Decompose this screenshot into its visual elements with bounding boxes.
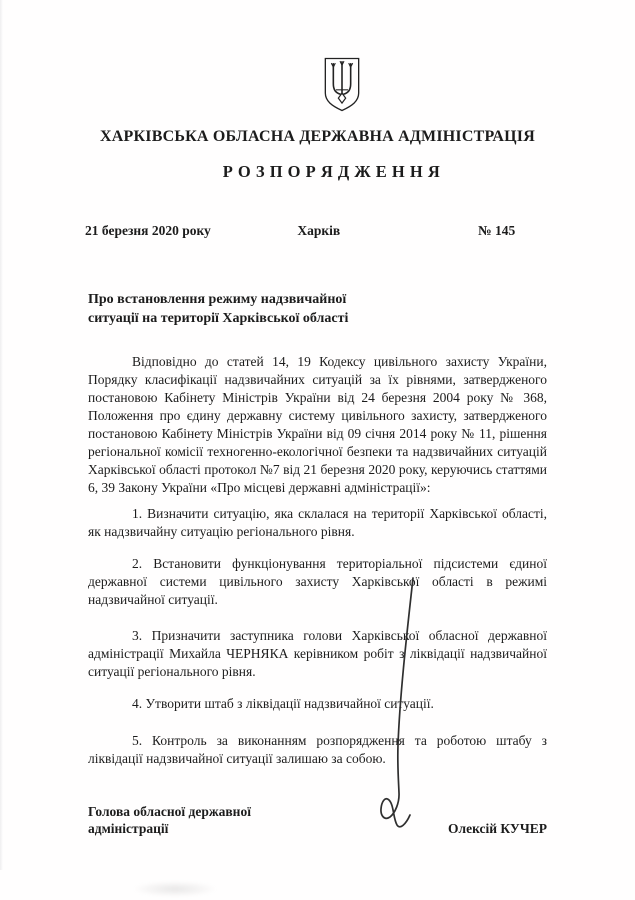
signatory-position-line-2: адміністрації xyxy=(88,821,169,836)
document-subject xyxy=(88,291,348,328)
scan-smudge-artifact xyxy=(133,881,217,897)
document-body xyxy=(88,353,547,768)
body-paragraph-2: 2. Встановити функціонування територіальної підсистеми єдиної державної системи цивільного захисту Харківської області в режимі надзвичайної ситуації. xyxy=(88,556,547,607)
date-row xyxy=(0,223,635,243)
signatory-position xyxy=(88,803,251,837)
document-date: 21 березня 2020 року xyxy=(85,223,211,238)
signatory-position-line-1: Голова обласної державної xyxy=(88,804,251,819)
subject-line-2: ситуації на території Харківської області xyxy=(88,310,349,326)
body-paragraph-5: 5. Контроль за виконанням розпорядження та роботою штабу з ліквідації надзвичайної ситуації залишаю за собою. xyxy=(88,733,547,766)
signature-block xyxy=(88,803,547,837)
body-paragraph-3: 3. Призначити заступника голови Харківської обласної державної адміністрації Михайла ЧЕРНЯКА керівником робіт з ліквідації надзвичайної ситуації регіонального рівня. xyxy=(88,628,547,679)
signatory-name: Олексій КУЧЕР xyxy=(448,821,547,836)
document-number: № 145 xyxy=(478,223,516,238)
subject-line-1: Про встановлення режиму надзвичайної xyxy=(88,292,347,307)
document-type-title: Р О З П О Р Я Д Ж Е Н Н Я xyxy=(222,162,441,181)
organization-name: ХАРКІВСЬКА ОБЛАСНА ДЕРЖАВНА АДМІНІСТРАЦІЯ xyxy=(100,128,535,145)
body-paragraph-1: 1. Визначити ситуацію, яка склалася на території Харківської області, як надзвичайну ситуацію регіонального рівня. xyxy=(88,506,547,539)
ukraine-trident-icon xyxy=(322,56,362,113)
body-paragraph-4: 4. Утворити штаб з ліквідації надзвичайної ситуації. xyxy=(132,696,434,711)
preamble-paragraph: Відповідно до статей 14, 19 Кодексу цивільного захисту України, Порядку класифікації надзвичайних ситуацій за їх рівнями, затвердженого постановою Кабінету Міністрів України від 24 березня 2004 року № 368, Положення про єдину державну систему цивільного захисту, затвердженого постановою Кабінету Міністрів України від 09 січня 2014 року № 11, рішення регіональної комісії техногенно-екологічної безпеки та надзвичайних ситуацій Харківської області протокол №7 від 21 березня 2020 року, керуючись статтями 6, 39 Закону України «Про місцеві державні адміністрації»: xyxy=(88,354,547,495)
scan-edge-artifact xyxy=(0,0,3,870)
document-city: Харків xyxy=(297,223,341,238)
